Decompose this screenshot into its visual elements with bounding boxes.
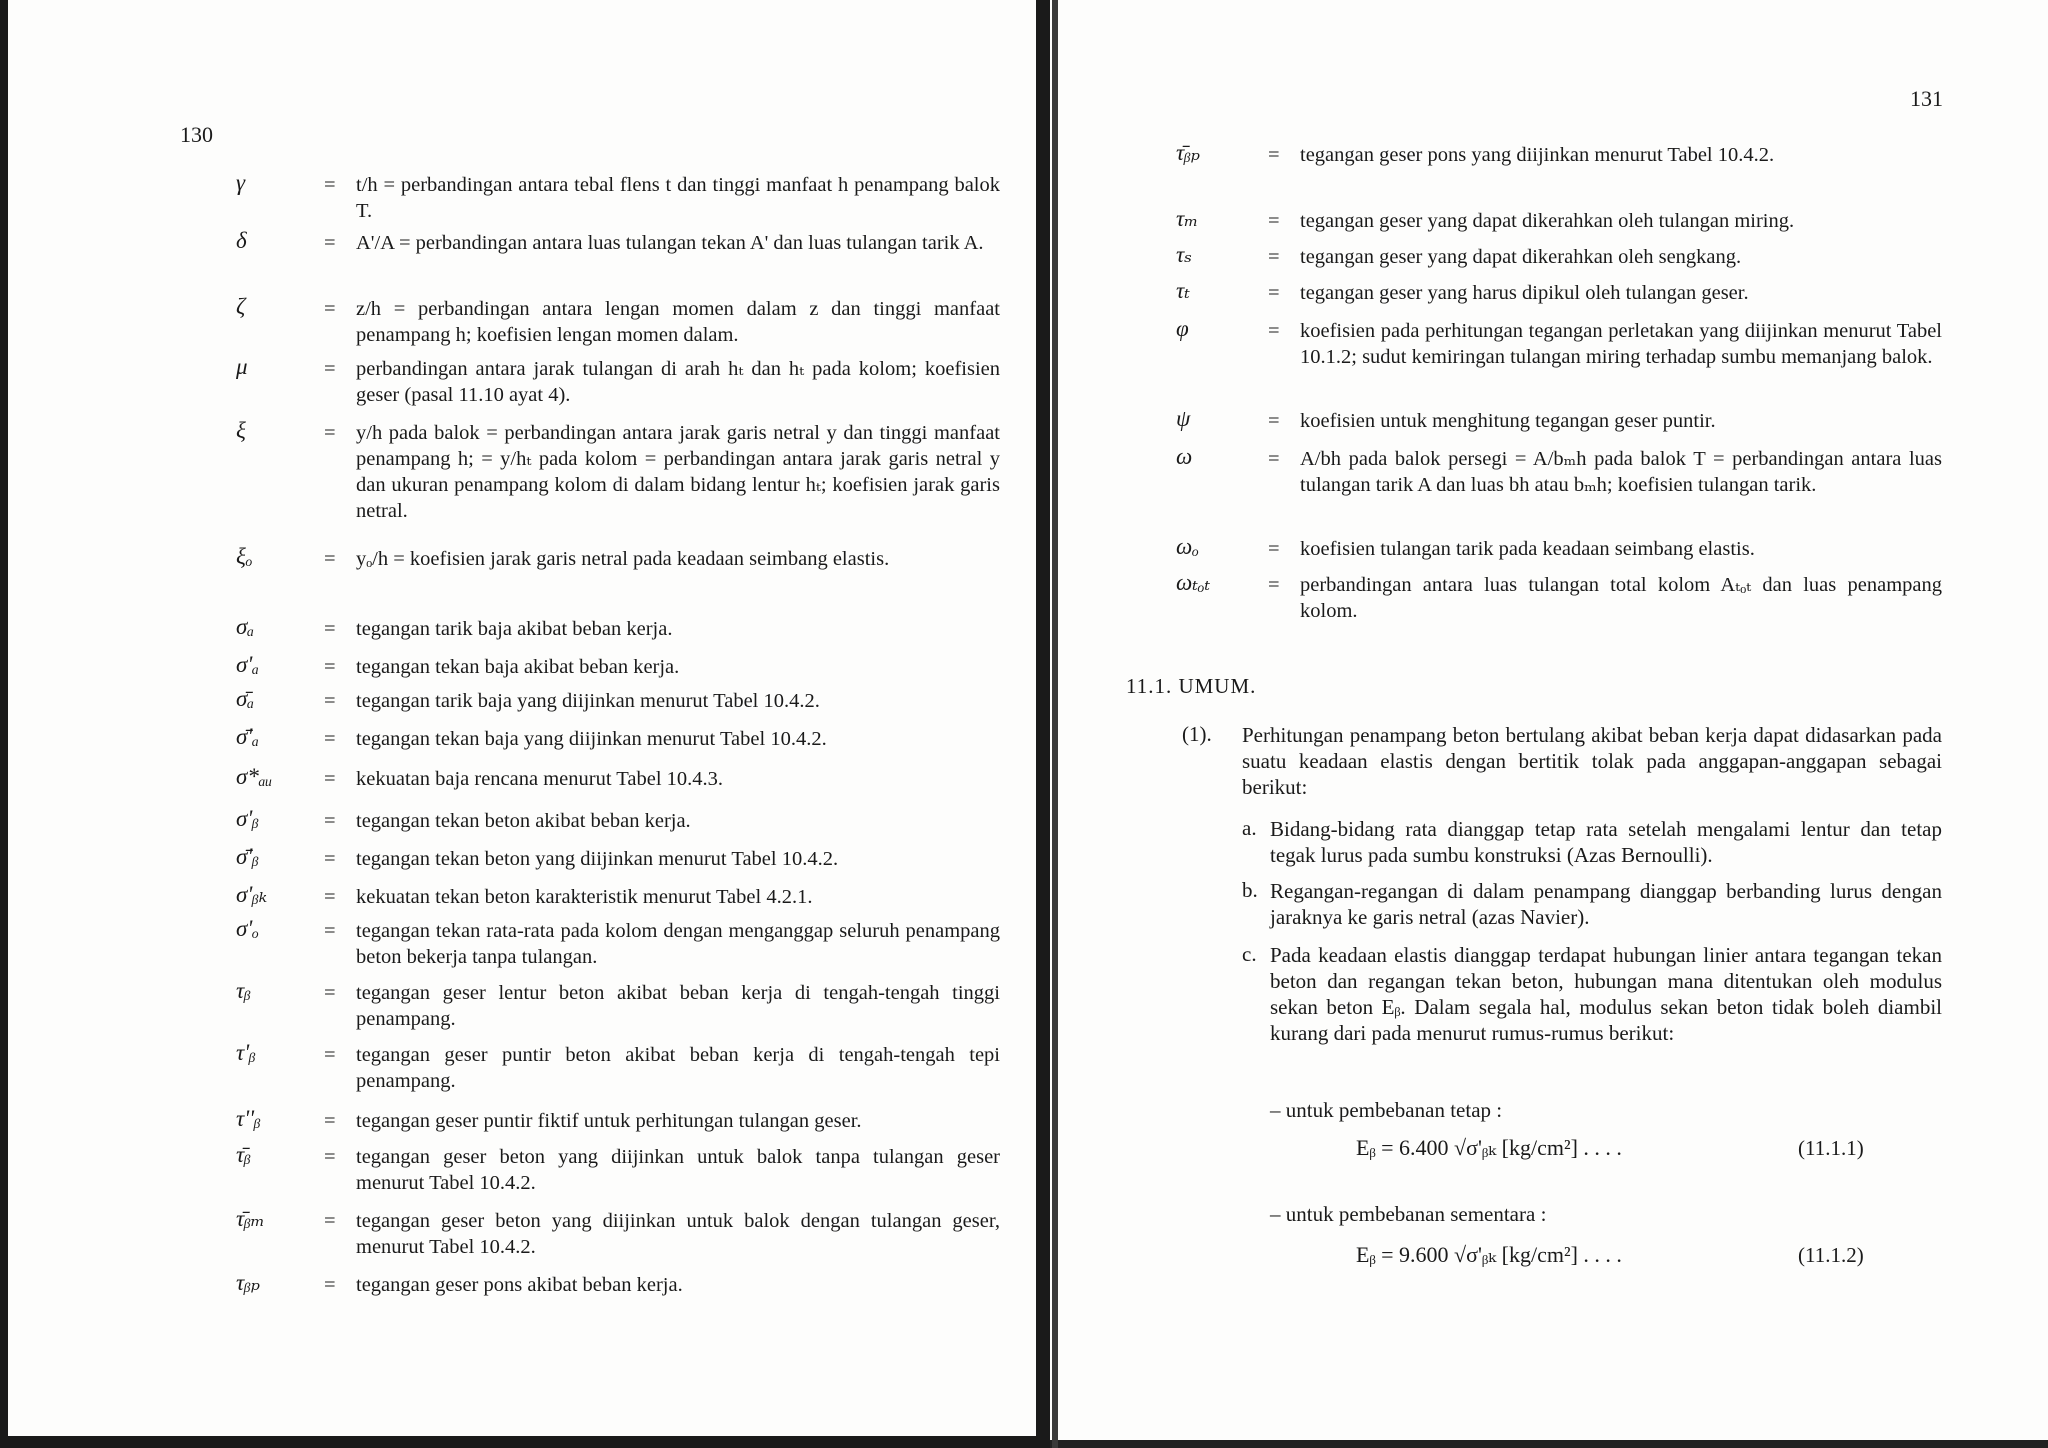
paragraph-number: (1). (1182, 722, 1212, 746)
symbol: φ (1176, 316, 1189, 341)
definition-text: tegangan geser yang dapat dikerahkan oleh sengkang. (1300, 246, 1742, 268)
item-letter-c: c. (1242, 942, 1257, 966)
equals-sign: = (324, 174, 336, 196)
definition-text: tegangan tekan rata-rata pada kolom dengan menganggap seluruh penampang beton bekerja tanpa tulangan. (356, 920, 1000, 968)
symbol: σ'ᵦ (236, 806, 259, 831)
definition-text: tegangan tarik baja akibat beban kerja. (356, 618, 673, 640)
equals-sign: = (324, 728, 336, 750)
equals-sign: = (324, 920, 336, 942)
symbol: τ̄ᵦₚ (1176, 140, 1200, 165)
definition-text: yₒ/h = koefisien jarak garis netral pada keadaan seimbang elastis. (356, 548, 890, 570)
equals-sign: = (1268, 320, 1280, 342)
symbol: ξₒ (236, 544, 253, 569)
equals-sign: = (324, 358, 336, 380)
item-letter-a: a. (1242, 816, 1257, 840)
symbol: μ (236, 354, 248, 379)
definition-text: tegangan geser pons akibat beban kerja. (356, 1274, 683, 1296)
item-text-b: Regangan-regangan di dalam penampang dianggap berbanding lurus dengan jaraknya ke garis netral (azas Navier). (1270, 879, 1942, 929)
equals-sign: = (324, 298, 336, 320)
symbol: ξ (236, 418, 246, 443)
item-text-a: Bidang-bidang rata dianggap tetap rata setelah mengalami lentur dan tetap tegak lurus pada sumbu konstruksi (Azas Bernoulli). (1270, 817, 1942, 867)
symbol: γ (236, 170, 246, 195)
equals-sign: = (1268, 282, 1280, 304)
formula-11-1-2: Eᵦ = 9.600 √σ'ᵦₖ [kg/cm²] . . . . (1356, 1242, 1622, 1267)
symbol: τᵦ (236, 978, 251, 1003)
book-gutter-shadow (1052, 0, 1058, 1448)
symbol: τ''ᵦ (236, 1106, 261, 1131)
definition-text: tegangan geser beton yang diijinkan untuk balok tanpa tulangan geser menurut Tabel 10.4.2. (356, 1146, 1000, 1194)
definition-text: tegangan geser puntir beton akibat beban kerja di tengah-tengah tepi penampang. (356, 1044, 1000, 1092)
left-page-bottom-edge (0, 1436, 1040, 1448)
page-number-right: 131 (1910, 86, 1943, 111)
book-gutter (1036, 0, 1050, 1448)
equals-sign: = (324, 618, 336, 640)
definition-text: koefisien pada perhitungan tegangan perletakan yang diijinkan menurut Tabel 10.1.2; sudut kemiringan tulangan miring terhadap sumbu memanjang balok. (1300, 320, 1942, 368)
definition-text: A'/A = perbandingan antara luas tulangan tekan A' dan luas tulangan tarik A. (356, 232, 984, 254)
equals-sign: = (324, 1210, 336, 1232)
symbol: τₛ (1176, 242, 1192, 267)
symbol: τ̄ᵦ (236, 1142, 251, 1167)
equals-sign: = (1268, 246, 1280, 268)
left-page-edge (0, 0, 8, 1448)
equals-sign: = (1268, 538, 1280, 560)
definition-text: koefisien tulangan tarik pada keadaan seimbang elastis. (1300, 538, 1755, 560)
formula-ref-11-1-1: (11.1.1) (1798, 1136, 1864, 1160)
equals-sign: = (1268, 448, 1280, 470)
symbol: σ'ₒ (236, 916, 259, 941)
definition-text: tegangan geser beton yang diijinkan untuk balok dengan tulangan geser, menurut Tabel 10.4.2. (356, 1210, 1000, 1258)
definition-text: perbandingan antara jarak tulangan di arah hₜ dan hₜ pada kolom; koefisien geser (pasal 11.10 ayat 4). (356, 358, 1000, 406)
item-text-c: Pada keadaan elastis dianggap terdapat hubungan linier antara tegangan tekan beton dan regangan tekan beton, hubungan mana ditentukan oleh modulus sekan beton Eᵦ. Dalam segala hal, modulus sekan beton tidak boleh diambil kurang dari pada menurut rumus-rumus berikut: (1270, 943, 1942, 1045)
definition-text: tegangan tekan beton yang diijinkan menurut Tabel 10.4.2. (356, 848, 839, 870)
definition-text: y/h pada balok = perbandingan antara jarak garis netral y dan tinggi manfaat penampang h; = y/hₜ pada kolom = perbandingan antara jarak garis netral y dan ukuran penampang kolom di dalam bidang lentur hₜ; koefisien jarak garis netral. (356, 422, 1000, 522)
symbol: τₜ (1176, 278, 1190, 303)
equals-sign: = (324, 982, 336, 1004)
definition-text: kekuatan baja rencana menurut Tabel 10.4.3. (356, 768, 724, 790)
symbol: τ'ᵦ (236, 1040, 256, 1065)
equals-sign: = (1268, 210, 1280, 232)
equals-sign: = (324, 810, 336, 832)
equals-sign: = (324, 548, 336, 570)
equals-sign: = (324, 1110, 336, 1132)
equals-sign: = (324, 1274, 336, 1296)
definition-text: tegangan geser puntir fiktif untuk perhitungan tulangan geser. (356, 1110, 862, 1132)
symbol: σ*ₐᵤ (236, 764, 273, 789)
symbol: τₘ (1176, 206, 1199, 231)
symbol: τᵦₚ (236, 1270, 260, 1295)
symbol: ωₜₒₜ (1176, 570, 1211, 595)
symbol: ωₒ (1176, 534, 1199, 559)
definition-text: t/h = perbandingan antara tebal flens t dan tinggi manfaat h penampang balok T. (356, 174, 1000, 222)
section-heading: 11.1. UMUM. (1126, 674, 1257, 698)
definition-text: tegangan tekan baja akibat beban kerja. (356, 656, 680, 678)
definition-text: tegangan geser yang harus dipikul oleh tulangan geser. (1300, 282, 1749, 304)
symbol: σ'ᵦₖ (236, 882, 268, 907)
definition-text: tegangan tarik baja yang diijinkan menurut Tabel 10.4.2. (356, 690, 820, 712)
definition-text: tegangan geser pons yang diijinkan menurut Tabel 10.4.2. (1300, 144, 1775, 166)
symbol: σ̄ₐ (236, 686, 255, 711)
definition-text: z/h = perbandingan antara lengan momen dalam z dan tinggi manfaat penampang h; koefisien lengan momen dalam. (356, 298, 1000, 346)
equals-sign: = (324, 1146, 336, 1168)
equals-sign: = (324, 656, 336, 678)
formula-ref-11-1-2: (11.1.2) (1798, 1243, 1864, 1267)
equals-sign: = (324, 422, 336, 444)
equals-sign: = (324, 848, 336, 870)
symbol: σ̄'ₐ (236, 724, 259, 749)
symbol: σ̄'ᵦ (236, 844, 259, 869)
definition-text: tegangan geser lentur beton akibat beban kerja di tengah-tengah tinggi penampang. (356, 982, 1000, 1030)
definition-text: tegangan tekan baja yang diijinkan menurut Tabel 10.4.2. (356, 728, 827, 750)
equals-sign: = (1268, 410, 1280, 432)
definition-text: koefisien untuk menghitung tegangan geser puntir. (1300, 410, 1716, 432)
symbol: τ̄ᵦₘ (236, 1206, 265, 1231)
symbol: ζ (236, 294, 246, 319)
symbol: σₐ (236, 614, 255, 639)
equals-sign: = (324, 1044, 336, 1066)
symbol: σ'ₐ (236, 652, 259, 677)
symbol: ψ (1176, 406, 1191, 431)
equals-sign: = (324, 232, 336, 254)
equals-sign: = (324, 690, 336, 712)
right-page-bottom-edge (1050, 1440, 2048, 1448)
definition-text: tegangan geser yang dapat dikerahkan oleh tulangan miring. (1300, 210, 1795, 232)
definition-text: kekuatan tekan beton karakteristik menurut Tabel 4.2.1. (356, 886, 813, 908)
equals-sign: = (1268, 574, 1280, 596)
definition-text: A/bh pada balok persegi = A/bₘh pada balok T = perbandingan antara luas tulangan tarik A dan luas bh atau bₘh; koefisien tulangan tarik. (1300, 448, 1942, 496)
page-number-left: 130 (180, 122, 213, 147)
definition-text: perbandingan antara luas tulangan total kolom Aₜₒₜ dan luas penampang kolom. (1300, 574, 1942, 622)
equals-sign: = (1268, 144, 1280, 166)
formula-11-1-1: Eᵦ = 6.400 √σ'ᵦₖ [kg/cm²] . . . . (1356, 1135, 1622, 1160)
symbol: ω (1176, 444, 1193, 469)
load-case-temporary-label: – untuk pembebanan sementara : (1270, 1202, 1547, 1226)
equals-sign: = (324, 768, 336, 790)
paragraph-text: Perhitungan penampang beton bertulang akibat beban kerja dapat didasarkan pada suatu keadaan elastis dengan bertitik tolak pada anggapan-anggapan sebagai berikut: (1242, 723, 1942, 799)
equals-sign: = (324, 886, 336, 908)
item-letter-b: b. (1242, 878, 1258, 902)
symbol: δ (236, 228, 247, 253)
definition-text: tegangan tekan beton akibat beban kerja. (356, 810, 691, 832)
load-case-permanent-label: – untuk pembebanan tetap : (1270, 1098, 1503, 1122)
